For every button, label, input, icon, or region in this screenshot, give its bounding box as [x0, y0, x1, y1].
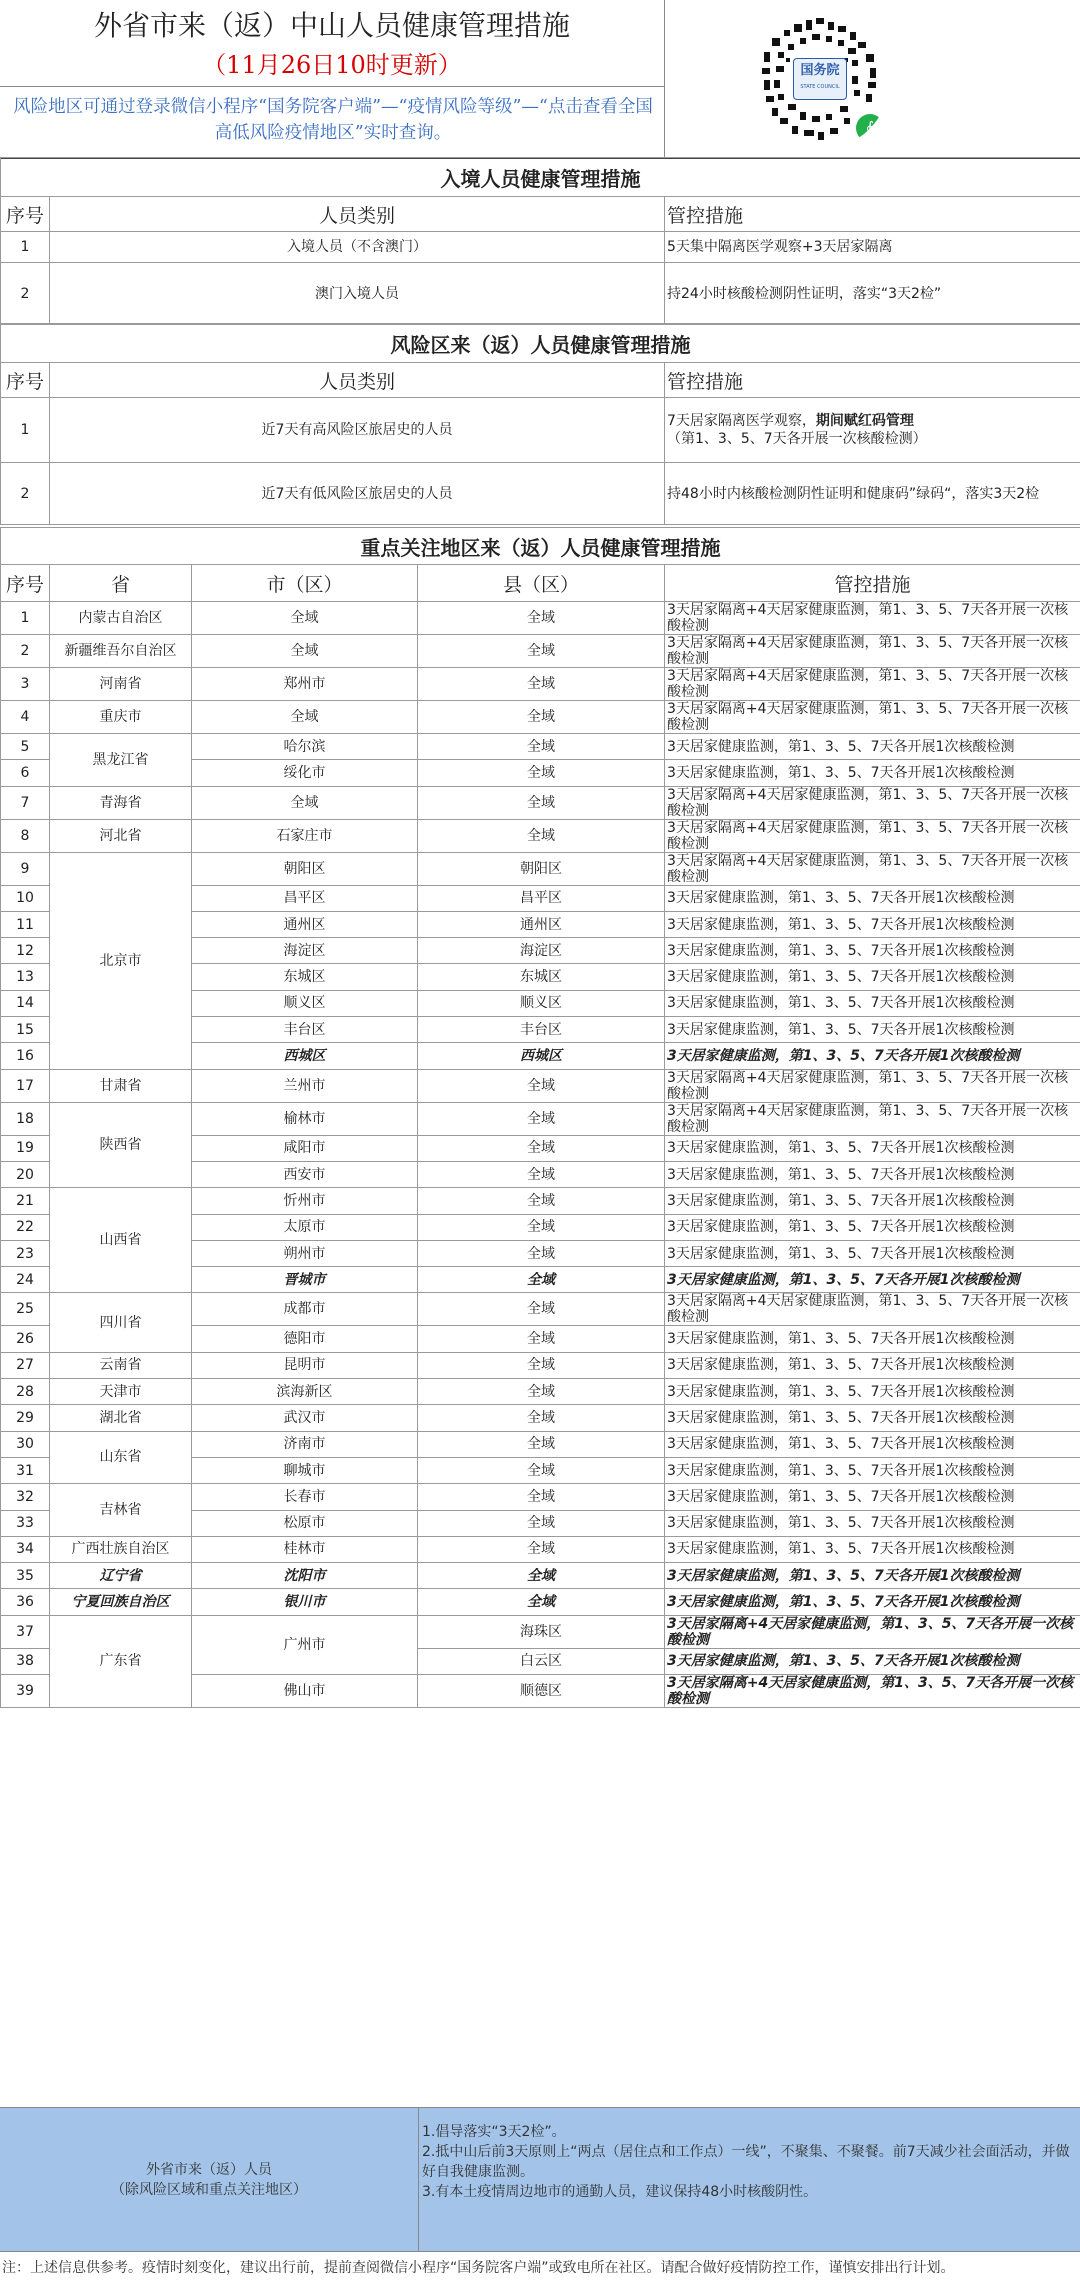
table-row: 14 顺义区 顺义区 3天居家健康监测，第1、3、5、7天各开展1次核酸检测: [1, 990, 1080, 1016]
city-cell: 桂林市: [192, 1536, 418, 1562]
measures-cell: 3天居家隔离+4天居家健康监测，第1、3、5、7天各开展一次核酸检测: [665, 1293, 1080, 1326]
measures-cell: 3天居家健康监测，第1、3、5、7天各开展1次核酸检测: [665, 1431, 1080, 1457]
qr-code-area: [700, 4, 1030, 152]
table-row: 7 青海省 全域 全域 3天居家隔离+4天居家健康监测，第1、3、5、7天各开展一次核酸检测: [1, 786, 1080, 819]
measures-cell: 3天居家健康监测，第1、3、5、7天各开展1次核酸检测: [665, 1043, 1080, 1069]
county-cell: 全域: [418, 1267, 665, 1293]
measures-cell: 3天居家健康监测，第1、3、5、7天各开展1次核酸检测: [665, 1188, 1080, 1214]
table-row: 35 辽宁省 沈阳市 全域 3天居家健康监测，第1、3、5、7天各开展1次核酸检测: [1, 1563, 1080, 1589]
county-cell: 全域: [418, 1069, 665, 1102]
province-cell: 广东省: [50, 1615, 192, 1707]
city-cell: 榆林市: [192, 1102, 418, 1135]
title-block: [0, 0, 664, 87]
province-cell: 内蒙古自治区: [50, 602, 192, 635]
city-cell: 兰州市: [192, 1069, 418, 1102]
header-left: [0, 0, 665, 157]
city-cell: 济南市: [192, 1431, 418, 1457]
general-measures-box: [0, 2107, 1080, 2252]
table-row: 9 北京市 朝阳区 朝阳区 3天居家隔离+4天居家健康监测，第1、3、5、7天各开展一次核酸检测: [1, 852, 1080, 885]
measures-cell: 3天居家隔离+4天居家健康监测，第1、3、5、7天各开展一次核酸检测: [665, 602, 1080, 635]
table-row: 36 宁夏回族自治区 银川市 全域 3天居家健康监测，第1、3、5、7天各开展1次核酸检测: [1, 1589, 1080, 1615]
measures-cell: 3天居家健康监测，第1、3、5、7天各开展1次核酸检测: [665, 1563, 1080, 1589]
table-row: 19 咸阳市 全域 3天居家健康监测，第1、3、5、7天各开展1次核酸检测: [1, 1135, 1080, 1161]
table-row: 16 西城区 西城区 3天居家健康监测，第1、3、5、7天各开展1次核酸检测: [1, 1043, 1080, 1069]
table-row: 2 近7天有低风险区旅居史的人员 持48小时内核酸检测阴性证明和健康码”绿码“，落实3天2检: [1, 463, 1080, 525]
county-cell: 全域: [418, 1293, 665, 1326]
city-cell: 晋城市: [192, 1267, 418, 1293]
county-cell: 全域: [418, 1379, 665, 1405]
county-cell: 丰台区: [418, 1017, 665, 1043]
table-row: 15 丰台区 丰台区 3天居家健康监测，第1、3、5、7天各开展1次核酸检测: [1, 1017, 1080, 1043]
measures-cell: 3天居家健康监测，第1、3、5、7天各开展1次核酸检测: [665, 1510, 1080, 1536]
city-cell: 全域: [192, 786, 418, 819]
page-title: 外省市来（返）中山人员健康管理措施: [93, 9, 570, 42]
city-cell: 忻州市: [192, 1188, 418, 1214]
measures-cell: 3天居家隔离+4天居家健康监测，第1、3、5、7天各开展一次核酸检测: [665, 668, 1080, 701]
county-cell: 全域: [418, 786, 665, 819]
col-header-category: 人员类别: [50, 197, 665, 232]
city-cell: 东城区: [192, 964, 418, 990]
city-cell: 通州区: [192, 911, 418, 937]
measures-cell: 3天居家健康监测，第1、3、5、7天各开展1次核酸检测: [665, 1589, 1080, 1615]
measures-cell: 3天居家隔离+4天居家健康监测，第1、3、5、7天各开展一次核酸检测: [665, 819, 1080, 852]
city-cell: 全域: [192, 635, 418, 668]
city-cell: 丰台区: [192, 1017, 418, 1043]
table-row: 29 湖北省 武汉市 全域 3天居家健康监测，第1、3、5、7天各开展1次核酸检测: [1, 1405, 1080, 1431]
measures-cell: 3天居家健康监测，第1、3、5、7天各开展1次核酸检测: [665, 938, 1080, 964]
county-cell: 海淀区: [418, 938, 665, 964]
province-cell: 青海省: [50, 786, 192, 819]
measures-cell: 3天居家隔离+4天居家健康监测，第1、3、5、7天各开展一次核酸检测: [665, 1102, 1080, 1135]
measures-cell: 3天居家健康监测，第1、3、5、7天各开展1次核酸检测: [665, 885, 1080, 911]
county-cell: 全域: [418, 1563, 665, 1589]
table-row: 6 绥化市 全域 3天居家健康监测，第1、3、5、7天各开展1次核酸检测: [1, 760, 1080, 786]
province-cell: 山西省: [50, 1188, 192, 1293]
measures-cell: 3天居家健康监测，第1、3、5、7天各开展1次核酸检测: [665, 990, 1080, 1016]
measures-cell: 3天居家健康监测，第1、3、5、7天各开展1次核酸检测: [665, 760, 1080, 786]
city-cell: 朝阳区: [192, 852, 418, 885]
city-cell: 武汉市: [192, 1405, 418, 1431]
table-row: 27 云南省 昆明市 全域 3天居家健康监测，第1、3、5、7天各开展1次核酸检测: [1, 1352, 1080, 1378]
county-cell: 全域: [418, 668, 665, 701]
county-cell: 全域: [418, 1326, 665, 1352]
city-cell: 石家庄市: [192, 819, 418, 852]
measures-cell: 3天居家健康监测，第1、3、5、7天各开展1次核酸检测: [665, 1017, 1080, 1043]
measures-cell: 3天居家隔离+4天居家健康监测，第1、3、5、7天各开展一次核酸检测: [665, 635, 1080, 668]
qr-code-icon[interactable]: [748, 8, 890, 150]
measures-cell: 3天居家健康监测，第1、3、5、7天各开展1次核酸检测: [665, 1240, 1080, 1266]
col-header-seq: 序号: [1, 565, 50, 602]
table-row: 1 入境人员（不含澳门） 5天集中隔离医学观察+3天居家隔离: [1, 232, 1080, 263]
table-row: 34 广西壮族自治区 桂林市 全域 3天居家健康监测，第1、3、5、7天各开展1次核酸检测: [1, 1536, 1080, 1562]
county-cell: 全域: [418, 1352, 665, 1378]
county-cell: 白云区: [418, 1648, 665, 1674]
county-cell: 全域: [418, 1188, 665, 1214]
county-cell: 顺义区: [418, 990, 665, 1016]
province-cell: 云南省: [50, 1352, 192, 1378]
update-time: （11月26日10时更新）: [202, 51, 462, 79]
province-cell: 天津市: [50, 1379, 192, 1405]
measures-cell: 3天居家健康监测，第1、3、5、7天各开展1次核酸检测: [665, 1267, 1080, 1293]
measure-item: 3.有本土疫情周边地市的通勤人员，建议保持48小时核酸阴性。: [422, 2184, 818, 2200]
measures-cell: 3天居家隔离+4天居家健康监测，第1、3、5、7天各开展一次核酸检测: [665, 852, 1080, 885]
table-row: 18 陕西省 榆林市 全域 3天居家隔离+4天居家健康监测，第1、3、5、7天各开展一次核酸检测: [1, 1102, 1080, 1135]
city-cell: 聊城市: [192, 1457, 418, 1483]
county-cell: 西城区: [418, 1043, 665, 1069]
measures-cell: 3天居家健康监测，第1、3、5、7天各开展1次核酸检测: [665, 1326, 1080, 1352]
city-cell: 长春市: [192, 1484, 418, 1510]
measures-cell: 3天居家隔离+4天居家健康监测，第1、3、5、7天各开展一次核酸检测: [665, 1069, 1080, 1102]
city-cell: 昌平区: [192, 885, 418, 911]
measures-cell: 3天居家健康监测，第1、3、5、7天各开展1次核酸检测: [665, 1648, 1080, 1674]
city-cell: 绥化市: [192, 760, 418, 786]
table-row: 32 吉林省 长春市 全域 3天居家健康监测，第1、3、5、7天各开展1次核酸检测: [1, 1484, 1080, 1510]
table-row: 22 太原市 全域 3天居家健康监测，第1、3、5、7天各开展1次核酸检测: [1, 1214, 1080, 1240]
city-cell: 西安市: [192, 1161, 418, 1187]
city-cell: 银川市: [192, 1589, 418, 1615]
county-cell: 全域: [418, 1102, 665, 1135]
measures-cell: 3天居家健康监测，第1、3、5、7天各开展1次核酸检测: [665, 1214, 1080, 1240]
city-cell: 全域: [192, 701, 418, 734]
measure-item: 1.倡导落实“3天2检”。: [422, 2124, 566, 2140]
province-cell: 辽宁省: [50, 1563, 192, 1589]
table-row: 23 朔州市 全域 3天居家健康监测，第1、3、5、7天各开展1次核酸检测: [1, 1240, 1080, 1266]
county-cell: 全域: [418, 1161, 665, 1187]
risk-area-table: [0, 323, 1080, 525]
province-cell: 宁夏回族自治区: [50, 1589, 192, 1615]
col-header-seq: 序号: [1, 197, 50, 232]
county-cell: 全域: [418, 701, 665, 734]
col-header-seq: 序号: [1, 363, 50, 398]
table-row: 3 河南省 郑州市 全域 3天居家隔离+4天居家健康监测，第1、3、5、7天各开展一次核酸检测: [1, 668, 1080, 701]
city-cell: 成都市: [192, 1293, 418, 1326]
general-category: 外省市来（返）人员 （除风险区域和重点关注地区）: [0, 2108, 419, 2251]
table-row: 30 山东省 济南市 全域 3天居家健康监测，第1、3、5、7天各开展1次核酸检测: [1, 1431, 1080, 1457]
city-cell: 松原市: [192, 1510, 418, 1536]
county-cell: 顺德区: [418, 1675, 665, 1708]
city-cell: 哈尔滨: [192, 734, 418, 760]
measure-item: 2.抵中山后前3天原则上“两点（居住点和工作点）一线”，不聚集、不聚餐。前7天减少社会面活动，并做好自我健康监测。: [422, 2144, 1070, 2180]
city-cell: 广州市: [192, 1615, 418, 1674]
table-row: 39 佛山市 顺德区 3天居家隔离+4天居家健康监测，第1、3、5、7天各开展一次核酸检测: [1, 1675, 1080, 1708]
col-header-measures: 管控措施: [665, 197, 1080, 232]
table-row: 20 西安市 全域 3天居家健康监测，第1、3、5、7天各开展1次核酸检测: [1, 1161, 1080, 1187]
risk-query-notice: 风险地区可通过登录微信小程序“国务院客户端”—“疫情风险等级”—“点击查看全国高低风险疫情地区”实时查询。: [13, 97, 653, 143]
county-cell: 东城区: [418, 964, 665, 990]
measures-cell: 3天居家隔离+4天居家健康监测，第1、3、5、7天各开展一次核酸检测: [665, 1615, 1080, 1648]
page-header: [0, 0, 1080, 159]
county-cell: 全域: [418, 602, 665, 635]
county-cell: 昌平区: [418, 885, 665, 911]
province-cell: 广西壮族自治区: [50, 1536, 192, 1562]
city-cell: 昆明市: [192, 1352, 418, 1378]
table-row: 21 山西省 忻州市 全域 3天居家健康监测，第1、3、5、7天各开展1次核酸检测: [1, 1188, 1080, 1214]
footnote: 注：上述信息供参考。疫情时刻变化，建议出行前，提前查阅微信小程序“国务院客户端”或致电所在社区。请配合做好疫情防控工作，谨慎安排出行计划。: [2, 2260, 955, 2276]
section-title: 重点关注地区来（返）人员健康管理措施: [1, 528, 1080, 565]
section-title: 风险区来（返）人员健康管理措施: [1, 324, 1080, 363]
county-cell: 全域: [418, 760, 665, 786]
key-area-rows: [1, 602, 1080, 1708]
province-cell: 北京市: [50, 852, 192, 1069]
province-cell: 陕西省: [50, 1102, 192, 1188]
province-cell: 河北省: [50, 819, 192, 852]
table-row: 28 天津市 滨海新区 全域 3天居家健康监测，第1、3、5、7天各开展1次核酸检测: [1, 1379, 1080, 1405]
city-cell: 西城区: [192, 1043, 418, 1069]
county-cell: 全域: [418, 1510, 665, 1536]
province-cell: 重庆市: [50, 701, 192, 734]
county-cell: 全域: [418, 1589, 665, 1615]
county-cell: 全域: [418, 1135, 665, 1161]
measures-cell: 3天居家隔离+4天居家健康监测，第1、3、5、7天各开展一次核酸检测: [665, 1675, 1080, 1708]
col-header-measures: 管控措施: [665, 363, 1080, 398]
table-row: 2 新疆维吾尔自治区 全域 全域 3天居家隔离+4天居家健康监测，第1、3、5、7天各开展一次核酸检测: [1, 635, 1080, 668]
table-row: 4 重庆市 全域 全域 3天居家隔离+4天居家健康监测，第1、3、5、7天各开展一次核酸检测: [1, 701, 1080, 734]
section-title: 入境人员健康管理措施: [1, 158, 1080, 197]
table-row: 2 澳门入境人员 持24小时核酸检测阴性证明，落实“3天2检”: [1, 263, 1080, 325]
city-cell: 佛山市: [192, 1675, 418, 1708]
city-cell: 全域: [192, 602, 418, 635]
county-cell: 海珠区: [418, 1615, 665, 1648]
table-row: 26 德阳市 全域 3天居家健康监测，第1、3、5、7天各开展1次核酸检测: [1, 1326, 1080, 1352]
measures-cell: 3天居家健康监测，第1、3、5、7天各开展1次核酸检测: [665, 911, 1080, 937]
measures-cell: 3天居家健康监测，第1、3、5、7天各开展1次核酸检测: [665, 1352, 1080, 1378]
col-header-county: 县（区）: [418, 565, 665, 602]
county-cell: 全域: [418, 819, 665, 852]
county-cell: 全域: [418, 1484, 665, 1510]
city-cell: 海淀区: [192, 938, 418, 964]
table-row: 10 昌平区 昌平区 3天居家健康监测，第1、3、5、7天各开展1次核酸检测: [1, 885, 1080, 911]
table-row: 5 黑龙江省 哈尔滨 全域 3天居家健康监测，第1、3、5、7天各开展1次核酸检测: [1, 734, 1080, 760]
county-cell: 通州区: [418, 911, 665, 937]
measures-cell: 3天居家健康监测，第1、3、5、7天各开展1次核酸检测: [665, 1161, 1080, 1187]
table-row: 8 河北省 石家庄市 全域 3天居家隔离+4天居家健康监测，第1、3、5、7天各开展一次核酸检测: [1, 819, 1080, 852]
table-row: 11 通州区 通州区 3天居家健康监测，第1、3、5、7天各开展1次核酸检测: [1, 911, 1080, 937]
wechat-mini-program-icon: ∮: [856, 114, 884, 142]
key-area-table: [0, 527, 1080, 1708]
city-cell: 滨海新区: [192, 1379, 418, 1405]
table-row: 1 内蒙古自治区 全域 全域 3天居家隔离+4天居家健康监测，第1、3、5、7天各开展一次核酸检测: [1, 602, 1080, 635]
city-cell: 咸阳市: [192, 1135, 418, 1161]
col-header-category: 人员类别: [50, 363, 665, 398]
measures-cell: 3天居家隔离+4天居家健康监测，第1、3、5、7天各开展一次核酸检测: [665, 701, 1080, 734]
city-cell: 沈阳市: [192, 1563, 418, 1589]
table-row: 17 甘肃省 兰州市 全域 3天居家隔离+4天居家健康监测，第1、3、5、7天各开展一次核酸检测: [1, 1069, 1080, 1102]
county-cell: 全域: [418, 1536, 665, 1562]
city-cell: 顺义区: [192, 990, 418, 1016]
measures-cell: 3天居家健康监测，第1、3、5、7天各开展1次核酸检测: [665, 1484, 1080, 1510]
city-cell: 太原市: [192, 1214, 418, 1240]
county-cell: 全域: [418, 1214, 665, 1240]
county-cell: 全域: [418, 1240, 665, 1266]
province-cell: 山东省: [50, 1431, 192, 1484]
table-row: 33 松原市 全域 3天居家健康监测，第1、3、5、7天各开展1次核酸检测: [1, 1510, 1080, 1536]
table-row: 24 晋城市 全域 3天居家健康监测，第1、3、5、7天各开展1次核酸检测: [1, 1267, 1080, 1293]
measures-cell: 3天居家健康监测，第1、3、5、7天各开展1次核酸检测: [665, 1457, 1080, 1483]
measures-cell: 3天居家健康监测，第1、3、5、7天各开展1次核酸检测: [665, 964, 1080, 990]
province-cell: 黑龙江省: [50, 734, 192, 787]
county-cell: 全域: [418, 1457, 665, 1483]
measures-cell: 3天居家健康监测，第1、3、5、7天各开展1次核酸检测: [665, 1405, 1080, 1431]
county-cell: 朝阳区: [418, 852, 665, 885]
county-cell: 全域: [418, 635, 665, 668]
province-cell: 河南省: [50, 668, 192, 701]
county-cell: 全域: [418, 734, 665, 760]
col-header-measures: 管控措施: [665, 565, 1080, 602]
table-row: 37 广东省 广州市 海珠区 3天居家隔离+4天居家健康监测，第1、3、5、7天各开展一次核酸检测: [1, 1615, 1080, 1648]
table-row: 25 四川省 成都市 全域 3天居家隔离+4天居家健康监测，第1、3、5、7天各开展一次核酸检测: [1, 1293, 1080, 1326]
measures-cell: 3天居家健康监测，第1、3、5、7天各开展1次核酸检测: [665, 1536, 1080, 1562]
province-cell: 新疆维吾尔自治区: [50, 635, 192, 668]
city-cell: 朔州市: [192, 1240, 418, 1266]
col-header-province: 省: [50, 565, 192, 602]
table-row: 12 海淀区 海淀区 3天居家健康监测，第1、3、5、7天各开展1次核酸检测: [1, 938, 1080, 964]
measures-cell: 3天居家隔离+4天居家健康监测，第1、3、5、7天各开展一次核酸检测: [665, 786, 1080, 819]
general-measures-list: [422, 2122, 1072, 2202]
county-cell: 全域: [418, 1405, 665, 1431]
table-row: 13 东城区 东城区 3天居家健康监测，第1、3、5、7天各开展1次核酸检测: [1, 964, 1080, 990]
table-row: 1 近7天有高风险区旅居史的人员 7天居家隔离医学观察，期间赋红码管理 （第1、3、5、7天各开展一次核酸检测）: [1, 398, 1080, 463]
province-cell: 四川省: [50, 1293, 192, 1352]
table-row: 38 白云区 3天居家健康监测，第1、3、5、7天各开展1次核酸检测: [1, 1648, 1080, 1674]
county-cell: 全域: [418, 1431, 665, 1457]
inbound-table: [0, 157, 1080, 325]
province-cell: 吉林省: [50, 1484, 192, 1537]
measures-cell: 3天居家健康监测，第1、3、5、7天各开展1次核酸检测: [665, 1135, 1080, 1161]
state-council-logo: 国务院 STATE COUNCIL: [793, 58, 847, 100]
measures-cell: 3天居家健康监测，第1、3、5、7天各开展1次核酸检测: [665, 734, 1080, 760]
province-cell: 甘肃省: [50, 1069, 192, 1102]
measures-cell: 3天居家健康监测，第1、3、5、7天各开展1次核酸检测: [665, 1379, 1080, 1405]
city-cell: 郑州市: [192, 668, 418, 701]
province-cell: 湖北省: [50, 1405, 192, 1431]
city-cell: 德阳市: [192, 1326, 418, 1352]
table-row: 31 聊城市 全域 3天居家健康监测，第1、3、5、7天各开展1次核酸检测: [1, 1457, 1080, 1483]
col-header-city: 市（区）: [192, 565, 418, 602]
